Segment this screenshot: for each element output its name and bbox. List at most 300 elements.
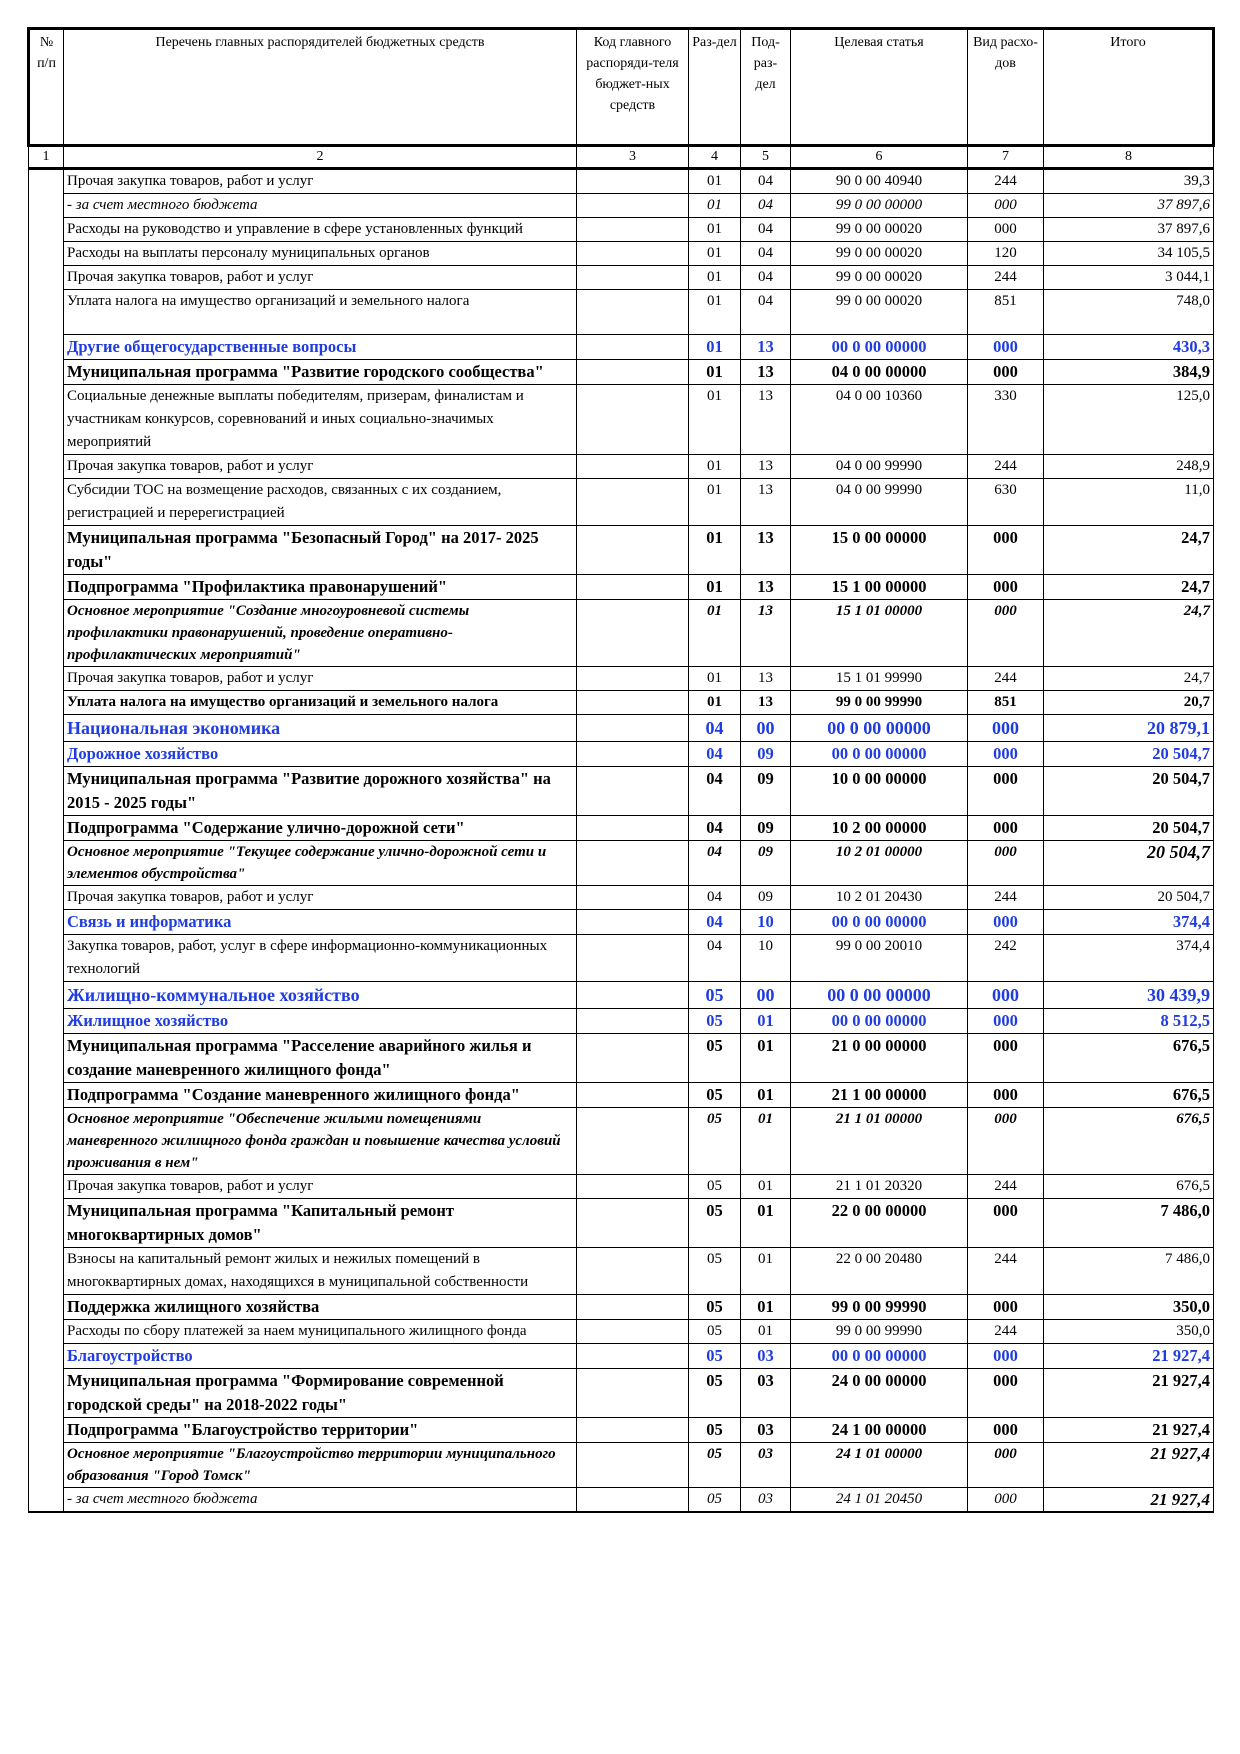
row-vr: 244 [968, 266, 1044, 290]
row-vr: 000 [968, 1009, 1044, 1034]
row-sum: 20 879,1 [1044, 715, 1214, 742]
row-prz: 13 [741, 455, 791, 479]
row-kod [577, 1175, 689, 1199]
table-row [29, 667, 1214, 691]
row-num-cell [29, 1488, 64, 1513]
row-rz: 05 [689, 1295, 741, 1320]
row-kod [577, 1108, 689, 1175]
row-kod [577, 1369, 689, 1418]
header-itogo: Итого [1044, 29, 1214, 146]
row-sum: 8 512,5 [1044, 1009, 1214, 1034]
row-prz: 09 [741, 742, 791, 767]
row-prz: 10 [741, 910, 791, 935]
row-vr: 000 [968, 1108, 1044, 1175]
row-name: Поддержка жилищного хозяйства [64, 1295, 577, 1320]
row-sum: 11,0 [1044, 479, 1214, 526]
row-cs: 99 0 00 00020 [791, 242, 968, 266]
row-num-cell [29, 1009, 64, 1034]
row-kod [577, 1034, 689, 1083]
row-name: Расходы по сбору платежей за наем муниципального жилищного фонда [64, 1320, 577, 1344]
row-vr: 244 [968, 169, 1044, 194]
row-num-cell [29, 1248, 64, 1295]
header-vr: Вид расхо-дов [968, 29, 1044, 146]
row-prz: 04 [741, 290, 791, 335]
row-rz: 01 [689, 455, 741, 479]
row-kod [577, 1295, 689, 1320]
row-cs: 00 0 00 00000 [791, 910, 968, 935]
row-kod [577, 455, 689, 479]
row-name: Благоустройство [64, 1344, 577, 1369]
table-row [29, 218, 1214, 242]
row-vr: 000 [968, 1295, 1044, 1320]
row-name: Прочая закупка товаров, работ и услуг [64, 169, 577, 194]
row-kod [577, 1488, 689, 1513]
row-kod [577, 767, 689, 816]
row-num-cell [29, 816, 64, 841]
row-kod [577, 169, 689, 194]
row-name: Подпрограмма "Профилактика правонарушений" [64, 575, 577, 600]
row-rz: 01 [689, 194, 741, 218]
row-num-cell [29, 1344, 64, 1369]
row-rz: 01 [689, 575, 741, 600]
table-row [29, 290, 1214, 335]
row-cs: 15 0 00 00000 [791, 526, 968, 575]
row-vr: 000 [968, 194, 1044, 218]
colnum-3: 3 [577, 146, 689, 169]
row-sum: 21 927,4 [1044, 1443, 1214, 1488]
row-vr: 000 [968, 1199, 1044, 1248]
row-name: Жилищное хозяйство [64, 1009, 577, 1034]
table-row [29, 1034, 1214, 1083]
row-vr: 000 [968, 910, 1044, 935]
table-row [29, 1369, 1214, 1418]
table-row [29, 767, 1214, 816]
row-sum: 20 504,7 [1044, 742, 1214, 767]
row-rz: 05 [689, 1009, 741, 1034]
row-cs: 04 0 00 99990 [791, 455, 968, 479]
row-name: Взносы на капитальный ремонт жилых и нежилых помещений в многоквартирных домах, находящихся в муниципальной собственности [64, 1248, 577, 1295]
table-row [29, 1443, 1214, 1488]
row-rz: 01 [689, 290, 741, 335]
row-name: Социальные денежные выплаты победителям, призерам, финалистам и участникам конкурсов, соревнований и иных социально-значимых мероприятий [64, 385, 577, 455]
row-rz: 01 [689, 242, 741, 266]
row-prz: 03 [741, 1488, 791, 1513]
row-vr: 244 [968, 1175, 1044, 1199]
row-rz: 01 [689, 479, 741, 526]
header-num: № п/п [29, 29, 64, 146]
table-row [29, 1418, 1214, 1443]
row-rz: 01 [689, 218, 741, 242]
colnum-2: 2 [64, 146, 577, 169]
row-rz: 05 [689, 1248, 741, 1295]
row-cs: 99 0 00 20010 [791, 935, 968, 982]
row-sum: 24,7 [1044, 575, 1214, 600]
row-rz: 05 [689, 1369, 741, 1418]
row-name: Основное мероприятие "Текущее содержание улично-дорожной сети и элементов обустройства" [64, 841, 577, 886]
row-prz: 09 [741, 816, 791, 841]
row-prz: 00 [741, 715, 791, 742]
row-kod [577, 266, 689, 290]
row-num-cell [29, 1295, 64, 1320]
row-sum: 37 897,6 [1044, 218, 1214, 242]
row-vr: 244 [968, 455, 1044, 479]
row-vr: 244 [968, 667, 1044, 691]
table-row [29, 194, 1214, 218]
row-vr: 851 [968, 290, 1044, 335]
row-kod [577, 841, 689, 886]
table-row [29, 816, 1214, 841]
row-rz: 05 [689, 982, 741, 1009]
row-name: Подпрограмма "Благоустройство территории" [64, 1418, 577, 1443]
row-prz: 01 [741, 1108, 791, 1175]
table-row [29, 1175, 1214, 1199]
row-cs: 21 0 00 00000 [791, 1034, 968, 1083]
row-cs: 10 2 01 00000 [791, 841, 968, 886]
row-sum: 430,3 [1044, 335, 1214, 360]
row-rz: 04 [689, 910, 741, 935]
header-cs: Целевая статья [791, 29, 968, 146]
row-rz: 01 [689, 600, 741, 667]
row-cs: 22 0 00 00000 [791, 1199, 968, 1248]
row-rz: 05 [689, 1175, 741, 1199]
row-num-cell [29, 935, 64, 982]
row-kod [577, 935, 689, 982]
row-sum: 20,7 [1044, 691, 1214, 715]
row-vr: 000 [968, 600, 1044, 667]
row-cs: 21 1 01 00000 [791, 1108, 968, 1175]
row-cs: 21 1 00 00000 [791, 1083, 968, 1108]
row-num-cell [29, 360, 64, 385]
row-kod [577, 742, 689, 767]
row-kod [577, 526, 689, 575]
row-kod [577, 360, 689, 385]
row-sum: 24,7 [1044, 600, 1214, 667]
row-prz: 01 [741, 1083, 791, 1108]
colnum-8: 8 [1044, 146, 1214, 169]
row-vr: 000 [968, 742, 1044, 767]
row-name: Муниципальная программа "Развитие дорожного хозяйства" на 2015 - 2025 годы" [64, 767, 577, 816]
row-sum: 676,5 [1044, 1034, 1214, 1083]
table-row [29, 982, 1214, 1009]
row-vr: 000 [968, 575, 1044, 600]
budget-table [27, 27, 1215, 1513]
row-prz: 01 [741, 1034, 791, 1083]
row-rz: 04 [689, 841, 741, 886]
row-sum: 20 504,7 [1044, 816, 1214, 841]
row-sum: 676,5 [1044, 1175, 1214, 1199]
row-rz: 01 [689, 266, 741, 290]
row-sum: 374,4 [1044, 910, 1214, 935]
row-prz: 03 [741, 1344, 791, 1369]
row-num-cell [29, 667, 64, 691]
row-sum: 21 927,4 [1044, 1418, 1214, 1443]
row-sum: 24,7 [1044, 667, 1214, 691]
table-row [29, 935, 1214, 982]
row-cs: 04 0 00 10360 [791, 385, 968, 455]
table-body [29, 169, 1214, 1513]
row-cs: 22 0 00 20480 [791, 1248, 968, 1295]
row-vr: 244 [968, 886, 1044, 910]
row-name: - за счет местного бюджета [64, 194, 577, 218]
table-row [29, 1295, 1214, 1320]
row-cs: 99 0 00 99990 [791, 691, 968, 715]
row-num-cell [29, 290, 64, 335]
row-sum: 7 486,0 [1044, 1199, 1214, 1248]
row-num-cell [29, 841, 64, 886]
row-name: Основное мероприятие "Обеспечение жилыми помещениями маневренного жилищного фонда граждан и повышение качества условий проживания в нем" [64, 1108, 577, 1175]
row-vr: 000 [968, 982, 1044, 1009]
row-name: Другие общегосударственные вопросы [64, 335, 577, 360]
row-cs: 04 0 00 00000 [791, 360, 968, 385]
row-rz: 05 [689, 1488, 741, 1513]
row-cs: 00 0 00 00000 [791, 715, 968, 742]
table-row [29, 1344, 1214, 1369]
row-cs: 99 0 00 00020 [791, 266, 968, 290]
row-name: Жилищно-коммунальное хозяйство [64, 982, 577, 1009]
row-cs: 24 1 01 00000 [791, 1443, 968, 1488]
row-sum: 20 504,7 [1044, 886, 1214, 910]
row-cs: 24 1 00 00000 [791, 1418, 968, 1443]
row-num-cell [29, 1320, 64, 1344]
row-prz: 09 [741, 886, 791, 910]
row-rz: 05 [689, 1320, 741, 1344]
row-sum: 3 044,1 [1044, 266, 1214, 290]
row-kod [577, 1443, 689, 1488]
row-num-cell [29, 1108, 64, 1175]
row-num-cell [29, 982, 64, 1009]
row-cs: 00 0 00 00000 [791, 335, 968, 360]
table-row [29, 1009, 1214, 1034]
row-name: Муниципальная программа "Расселение аварийного жилья и создание маневренного жилищного фонда" [64, 1034, 577, 1083]
row-rz: 01 [689, 667, 741, 691]
header-kod: Код главного распоряди-теля бюджет-ных средств [577, 29, 689, 146]
row-rz: 01 [689, 360, 741, 385]
colnum-5: 5 [741, 146, 791, 169]
row-cs: 10 2 01 20430 [791, 886, 968, 910]
row-cs: 99 0 00 99990 [791, 1320, 968, 1344]
row-cs: 00 0 00 00000 [791, 982, 968, 1009]
row-name: Муниципальная программа "Капитальный ремонт многоквартирных домов" [64, 1199, 577, 1248]
row-num-cell [29, 1175, 64, 1199]
row-sum: 34 105,5 [1044, 242, 1214, 266]
row-prz: 13 [741, 360, 791, 385]
row-rz: 05 [689, 1083, 741, 1108]
row-num-cell [29, 218, 64, 242]
row-vr: 244 [968, 1320, 1044, 1344]
document-page [27, 27, 1212, 1513]
row-sum: 350,0 [1044, 1295, 1214, 1320]
row-cs: 99 0 00 99990 [791, 1295, 968, 1320]
row-cs: 15 1 00 00000 [791, 575, 968, 600]
row-name: Прочая закупка товаров, работ и услуг [64, 886, 577, 910]
row-num-cell [29, 1034, 64, 1083]
row-cs: 00 0 00 00000 [791, 1344, 968, 1369]
row-cs: 99 0 00 00020 [791, 218, 968, 242]
row-name: Прочая закупка товаров, работ и услуг [64, 266, 577, 290]
table-row [29, 266, 1214, 290]
row-cs: 00 0 00 00000 [791, 742, 968, 767]
row-kod [577, 1344, 689, 1369]
row-kod [577, 982, 689, 1009]
row-kod [577, 910, 689, 935]
row-num-cell [29, 479, 64, 526]
row-prz: 01 [741, 1295, 791, 1320]
row-name: Подпрограмма "Создание маневренного жилищного фонда" [64, 1083, 577, 1108]
table-row [29, 169, 1214, 194]
row-sum: 30 439,9 [1044, 982, 1214, 1009]
table-row [29, 1083, 1214, 1108]
table-row [29, 335, 1214, 360]
table-row [29, 1488, 1214, 1513]
row-num-cell [29, 767, 64, 816]
table-row [29, 742, 1214, 767]
row-vr: 000 [968, 816, 1044, 841]
row-prz: 13 [741, 575, 791, 600]
row-name: Связь и информатика [64, 910, 577, 935]
row-kod [577, 1009, 689, 1034]
table-row [29, 715, 1214, 742]
table-row [29, 910, 1214, 935]
row-kod [577, 1199, 689, 1248]
row-kod [577, 667, 689, 691]
row-prz: 03 [741, 1418, 791, 1443]
row-num-cell [29, 266, 64, 290]
row-rz: 05 [689, 1034, 741, 1083]
row-prz: 01 [741, 1175, 791, 1199]
row-vr: 000 [968, 218, 1044, 242]
row-vr: 000 [968, 1369, 1044, 1418]
row-prz: 03 [741, 1443, 791, 1488]
row-sum: 384,9 [1044, 360, 1214, 385]
row-cs: 04 0 00 99990 [791, 479, 968, 526]
table-row [29, 691, 1214, 715]
row-vr: 120 [968, 242, 1044, 266]
table-row [29, 526, 1214, 575]
row-prz: 01 [741, 1199, 791, 1248]
row-prz: 03 [741, 1369, 791, 1418]
row-kod [577, 600, 689, 667]
row-kod [577, 479, 689, 526]
row-prz: 01 [741, 1009, 791, 1034]
row-vr: 000 [968, 1344, 1044, 1369]
row-num-cell [29, 1199, 64, 1248]
row-kod [577, 335, 689, 360]
table-header [29, 29, 1214, 169]
header-prz: Под-раз-дел [741, 29, 791, 146]
row-cs: 15 1 01 99990 [791, 667, 968, 691]
row-num-cell [29, 194, 64, 218]
row-cs: 15 1 01 00000 [791, 600, 968, 667]
row-vr: 242 [968, 935, 1044, 982]
row-name: Подпрограмма "Содержание улично-дорожной сети" [64, 816, 577, 841]
table-row [29, 385, 1214, 455]
row-sum: 125,0 [1044, 385, 1214, 455]
row-name: Муниципальная программа "Безопасный Город" на 2017- 2025 годы" [64, 526, 577, 575]
table-row [29, 1248, 1214, 1295]
row-rz: 04 [689, 935, 741, 982]
row-prz: 13 [741, 385, 791, 455]
row-num-cell [29, 242, 64, 266]
row-prz: 13 [741, 667, 791, 691]
row-name: Основное мероприятие "Благоустройство территории муниципального образования "Город Томск" [64, 1443, 577, 1488]
row-name: Основное мероприятие "Создание многоуровневой системы профилактики правонарушений, проведение оперативно-профилактических мероприятий" [64, 600, 577, 667]
row-kod [577, 385, 689, 455]
row-num-cell [29, 335, 64, 360]
row-rz: 01 [689, 169, 741, 194]
row-num-cell [29, 910, 64, 935]
row-prz: 01 [741, 1248, 791, 1295]
row-cs: 99 0 00 00020 [791, 290, 968, 335]
row-kod [577, 575, 689, 600]
row-sum: 748,0 [1044, 290, 1214, 335]
row-name: Дорожное хозяйство [64, 742, 577, 767]
row-cs: 21 1 01 20320 [791, 1175, 968, 1199]
row-rz: 05 [689, 1199, 741, 1248]
row-rz: 05 [689, 1344, 741, 1369]
row-name: Расходы на выплаты персоналу муниципальных органов [64, 242, 577, 266]
row-vr: 000 [968, 1034, 1044, 1083]
row-name: Расходы на руководство и управление в сфере установленных функций [64, 218, 577, 242]
row-prz: 00 [741, 982, 791, 1009]
row-name: Прочая закупка товаров, работ и услуг [64, 667, 577, 691]
row-num-cell [29, 715, 64, 742]
row-cs: 10 2 00 00000 [791, 816, 968, 841]
row-prz: 13 [741, 479, 791, 526]
row-prz: 04 [741, 218, 791, 242]
row-sum: 350,0 [1044, 1320, 1214, 1344]
row-vr: 851 [968, 691, 1044, 715]
row-vr: 000 [968, 841, 1044, 886]
colnum-1: 1 [29, 146, 64, 169]
row-vr: 000 [968, 1443, 1044, 1488]
row-cs: 90 0 00 40940 [791, 169, 968, 194]
row-kod [577, 290, 689, 335]
row-rz: 01 [689, 335, 741, 360]
row-cs: 24 1 01 20450 [791, 1488, 968, 1513]
row-num-cell [29, 742, 64, 767]
row-vr: 000 [968, 715, 1044, 742]
row-sum: 676,5 [1044, 1108, 1214, 1175]
row-rz: 01 [689, 385, 741, 455]
row-name: Муниципальная программа "Развитие городского сообщества" [64, 360, 577, 385]
table-row [29, 841, 1214, 886]
row-rz: 04 [689, 742, 741, 767]
row-kod [577, 886, 689, 910]
row-kod [577, 218, 689, 242]
row-rz: 04 [689, 715, 741, 742]
row-rz: 05 [689, 1418, 741, 1443]
row-rz: 04 [689, 816, 741, 841]
table-row [29, 455, 1214, 479]
table-row [29, 360, 1214, 385]
row-name: Уплата налога на имущество организаций и земельного налога [64, 691, 577, 715]
row-vr: 000 [968, 767, 1044, 816]
table-row [29, 1199, 1214, 1248]
row-kod [577, 194, 689, 218]
row-sum: 37 897,6 [1044, 194, 1214, 218]
row-sum: 21 927,4 [1044, 1488, 1214, 1513]
row-vr: 000 [968, 360, 1044, 385]
row-sum: 21 927,4 [1044, 1344, 1214, 1369]
row-sum: 7 486,0 [1044, 1248, 1214, 1295]
row-sum: 248,9 [1044, 455, 1214, 479]
row-sum: 374,4 [1044, 935, 1214, 982]
row-name: Национальная экономика [64, 715, 577, 742]
row-name: Субсидии ТОС на возмещение расходов, связанных с их созданием, регистрацией и перерегистрацией [64, 479, 577, 526]
row-cs: 24 0 00 00000 [791, 1369, 968, 1418]
row-vr: 000 [968, 526, 1044, 575]
table-row [29, 1108, 1214, 1175]
